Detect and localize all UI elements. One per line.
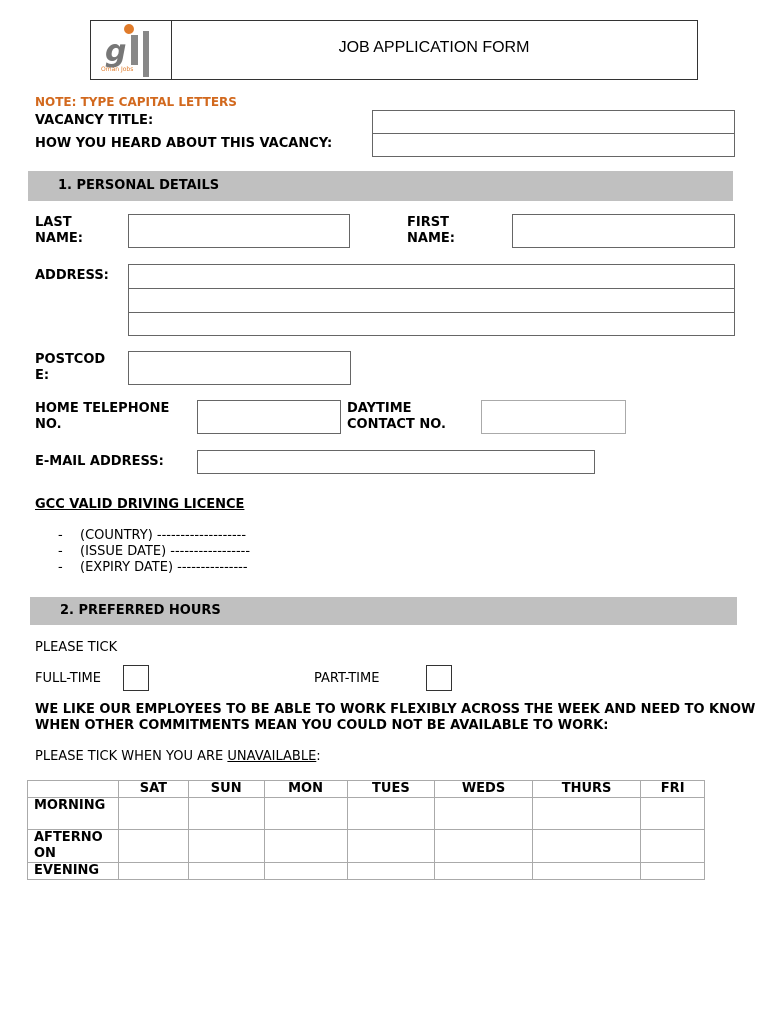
logo-icon <box>91 21 171 79</box>
logo <box>91 21 172 79</box>
first-name-label: FIRST NAME: <box>407 215 455 246</box>
unavailable-word: UNAVAILABLE <box>227 749 317 764</box>
logo-text: Oman Jobs <box>101 66 134 73</box>
flex-note: WE LIKE OUR EMPLOYEES TO BE ABLE TO WORK FLEXIBLY ACROSS THE WEEK AND NEED TO KNOW WHEN OTHER COMMITMENTS MEAN YOU COULD NOT BE AVAILABLE TO WORK: <box>35 702 756 733</box>
section1-title: 1. PERSONAL DETAILS <box>58 178 220 193</box>
cell-afternoon-weds[interactable] <box>435 830 533 863</box>
unavailable-instruction <box>35 749 321 764</box>
licence-list <box>58 528 250 576</box>
last-name-field[interactable] <box>128 214 350 248</box>
note-text: NOTE: TYPE CAPITAL LETTERS <box>35 95 237 109</box>
licence-issue-date: (ISSUE DATE) ----------------- <box>80 544 251 559</box>
postcode-label: POSTCODE: <box>35 352 106 383</box>
first-name-field[interactable] <box>512 214 735 248</box>
day-header-thurs: THURS <box>532 781 641 798</box>
full-time-label: FULL-TIME <box>35 671 101 686</box>
full-time-checkbox[interactable] <box>123 665 149 691</box>
cell-evening-thurs[interactable] <box>532 863 641 880</box>
table-row <box>28 830 705 863</box>
heard-field[interactable] <box>372 133 735 157</box>
cell-morning-weds[interactable] <box>435 798 533 830</box>
section1-bar <box>28 171 733 201</box>
cell-morning-tues[interactable] <box>347 798 435 830</box>
home-tel-field[interactable] <box>197 400 341 434</box>
heard-label: HOW YOU HEARD ABOUT THIS VACANCY: <box>35 136 333 151</box>
section2-bar <box>30 597 737 625</box>
email-label: E-MAIL ADDRESS: <box>35 454 164 469</box>
cell-evening-mon[interactable] <box>264 863 347 880</box>
address-line-2[interactable] <box>128 288 735 313</box>
day-header-sun: SUN <box>188 781 264 798</box>
last-name-label: LAST NAME: <box>35 215 83 246</box>
licence-heading: GCC VALID DRIVING LICENCE <box>35 497 245 512</box>
table-row <box>28 798 705 830</box>
day-header-tues: TUES <box>347 781 435 798</box>
cell-afternoon-sat[interactable] <box>119 830 189 863</box>
cell-afternoon-sun[interactable] <box>188 830 264 863</box>
vacancy-title-label: VACANCY TITLE: <box>35 113 154 128</box>
period-evening: EVENING <box>28 863 119 880</box>
address-line-3[interactable] <box>128 312 735 336</box>
cell-evening-fri[interactable] <box>641 863 705 880</box>
day-header-mon: MON <box>264 781 347 798</box>
vacancy-title-field[interactable] <box>372 110 735 134</box>
cell-morning-sat[interactable] <box>119 798 189 830</box>
list-item: - (EXPIRY DATE) --------------- <box>58 560 248 575</box>
cell-morning-thurs[interactable] <box>532 798 641 830</box>
table-header-row <box>28 781 705 798</box>
cell-afternoon-thurs[interactable] <box>532 830 641 863</box>
daytime-label: DAYTIME CONTACT NO. <box>347 401 446 432</box>
postcode-field[interactable] <box>128 351 351 385</box>
licence-expiry-date: (EXPIRY DATE) --------------- <box>80 560 248 575</box>
part-time-checkbox[interactable] <box>426 665 452 691</box>
cell-evening-tues[interactable] <box>347 863 435 880</box>
cell-morning-mon[interactable] <box>264 798 347 830</box>
section2-title: 2. PREFERRED HOURS <box>60 603 221 618</box>
cell-afternoon-fri[interactable] <box>641 830 705 863</box>
address-line-1[interactable] <box>128 264 735 289</box>
cell-morning-fri[interactable] <box>641 798 705 830</box>
cell-evening-sat[interactable] <box>119 863 189 880</box>
licence-country: (COUNTRY) ------------------- <box>80 528 247 543</box>
daytime-field[interactable] <box>481 400 626 434</box>
availability-table <box>27 780 705 880</box>
cell-afternoon-mon[interactable] <box>264 830 347 863</box>
please-tick-label: PLEASE TICK <box>35 640 118 655</box>
address-label: ADDRESS: <box>35 268 109 283</box>
corner-cell <box>28 781 119 798</box>
table-row <box>28 863 705 880</box>
cell-evening-weds[interactable] <box>435 863 533 880</box>
day-header-fri: FRI <box>641 781 705 798</box>
cell-afternoon-tues[interactable] <box>347 830 435 863</box>
day-header-weds: WEDS <box>435 781 533 798</box>
cell-morning-sun[interactable] <box>188 798 264 830</box>
svg-text:g: g <box>105 34 127 69</box>
list-item: - (ISSUE DATE) ----------------- <box>58 544 251 559</box>
cell-evening-sun[interactable] <box>188 863 264 880</box>
period-morning: MORNING <box>28 798 119 830</box>
form-title: JOB APPLICATION FORM <box>338 39 530 56</box>
list-item: - (COUNTRY) ------------------- <box>58 528 247 543</box>
period-afternoon: AFTERNOON <box>28 830 119 863</box>
unavailable-prefix: PLEASE TICK WHEN YOU ARE <box>35 749 228 764</box>
day-header-sat: SAT <box>119 781 189 798</box>
header-box <box>90 20 698 80</box>
part-time-label: PART-TIME <box>314 671 380 686</box>
email-field[interactable] <box>197 450 595 474</box>
unavailable-suffix: : <box>316 749 321 764</box>
home-tel-label: HOME TELEPHONE NO. <box>35 401 170 432</box>
